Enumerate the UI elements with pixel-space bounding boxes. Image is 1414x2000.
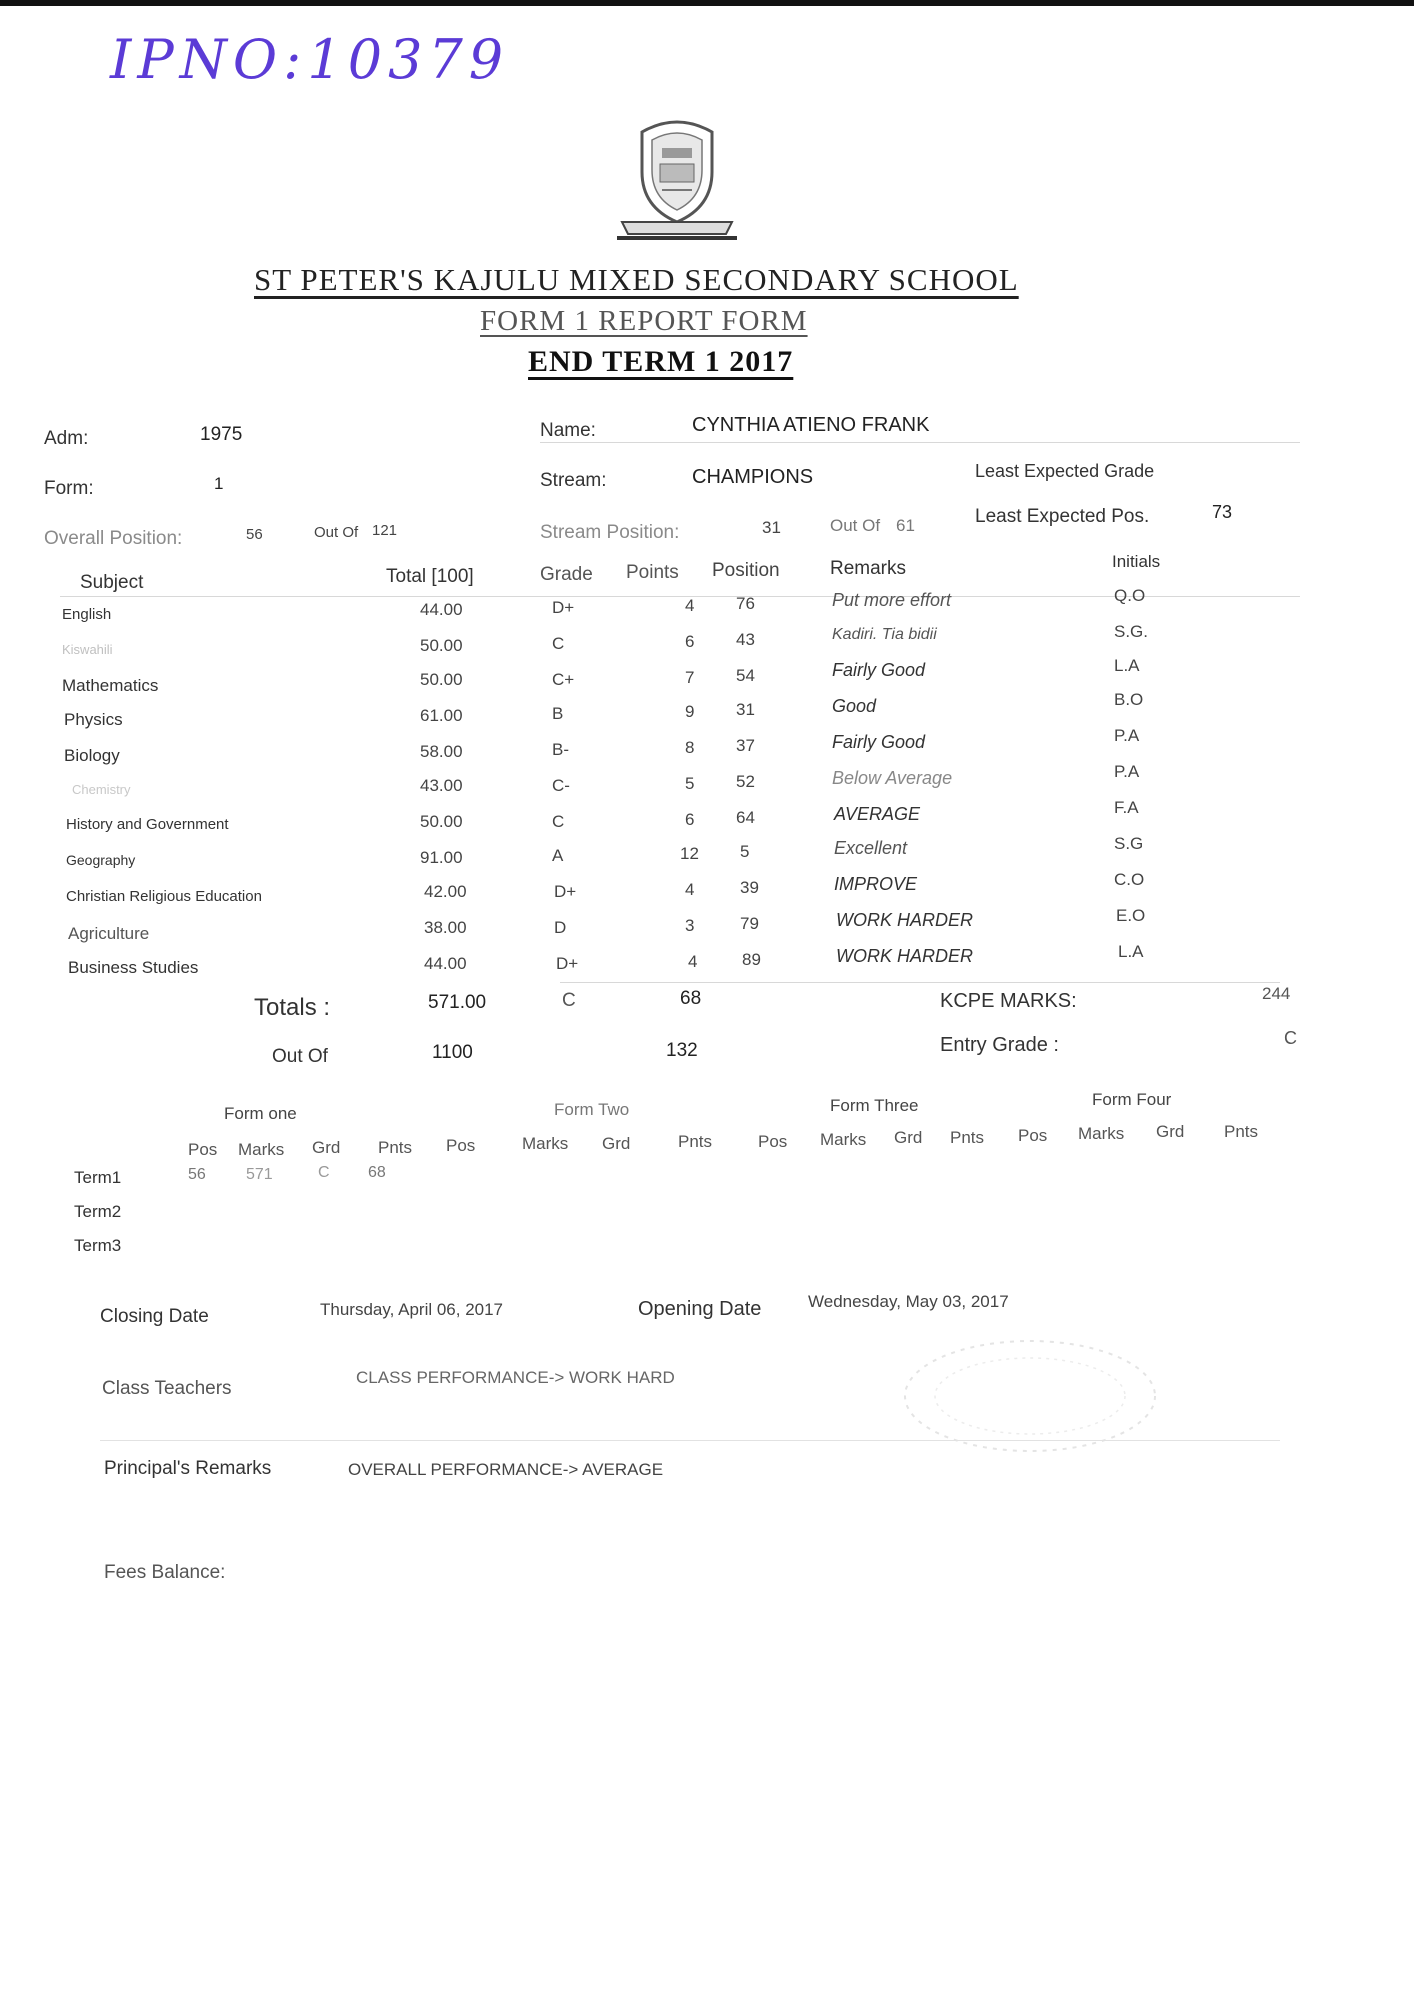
form-four-header: Form Four xyxy=(1092,1090,1172,1109)
overall-position-label: Overall Position: xyxy=(44,528,183,549)
class-teachers-label: Class Teachers xyxy=(102,1378,232,1399)
row-subject: English xyxy=(62,606,112,623)
col-marks: Marks xyxy=(238,1140,285,1159)
outof-points: 132 xyxy=(666,1040,698,1061)
row-initials: Q.O xyxy=(1114,586,1146,605)
row-subject: History and Government xyxy=(66,816,229,833)
col-initials-header: Initials xyxy=(1112,552,1161,571)
row-grade: D xyxy=(554,918,567,937)
row-points: 4 xyxy=(688,952,698,971)
totals-label: Totals : xyxy=(254,994,331,1021)
row-position: 76 xyxy=(736,594,755,613)
row-grade: D+ xyxy=(554,882,577,901)
stream-label: Stream: xyxy=(540,470,607,491)
outof-marks: 1100 xyxy=(432,1042,473,1063)
principals-remarks-value: OVERALL PERFORMANCE-> AVERAGE xyxy=(348,1460,664,1479)
col-points-header: Points xyxy=(626,562,679,583)
row-subject: Geography xyxy=(66,852,136,868)
form-label: Form: xyxy=(44,478,94,499)
col-marks: Marks xyxy=(522,1134,569,1153)
row-remarks: Fairly Good xyxy=(832,732,926,752)
row-total: 50.00 xyxy=(420,670,463,689)
kcpe-marks-label: KCPE MARKS: xyxy=(940,990,1077,1012)
stream-outof-label: Out Of xyxy=(830,516,881,535)
row-grade: B- xyxy=(552,740,569,759)
row-total: 38.00 xyxy=(424,918,467,937)
footer-rule xyxy=(100,1440,1280,1441)
totals-grade: C xyxy=(562,990,576,1011)
col-pnts: Pnts xyxy=(678,1132,713,1151)
name-underline xyxy=(540,442,1300,443)
row-total: 61.00 xyxy=(420,706,463,725)
col-pos: Pos xyxy=(1018,1126,1048,1145)
row-subject: Biology xyxy=(64,746,120,765)
row-points: 4 xyxy=(685,880,695,899)
col-subject-header: Subject xyxy=(80,572,144,593)
row-subject: Christian Religious Education xyxy=(66,888,262,905)
term1-grd: C xyxy=(318,1164,330,1181)
least-expected-pos-value: 73 xyxy=(1212,502,1233,522)
faint-stamp xyxy=(900,1336,1160,1461)
adm-value: 1975 xyxy=(200,424,243,445)
row-total: 44.00 xyxy=(420,600,463,619)
row-total: 91.00 xyxy=(420,848,463,867)
row-points: 6 xyxy=(685,810,695,829)
row-position: 39 xyxy=(740,878,759,897)
col-grd: Grd xyxy=(602,1134,631,1153)
entry-grade-label: Entry Grade : xyxy=(940,1034,1059,1056)
overall-outof-value: 121 xyxy=(372,522,398,539)
closing-date-label: Closing Date xyxy=(100,1306,209,1327)
row-remarks: Kadiri. Tia bidii xyxy=(832,626,937,643)
term2-label: Term2 xyxy=(74,1202,122,1221)
handwritten-id: IPNO:10379 xyxy=(110,28,510,91)
row-initials: S.G xyxy=(1114,834,1144,853)
overall-position-value: 56 xyxy=(246,526,263,543)
row-total: 50.00 xyxy=(420,812,463,831)
row-initials: P.A xyxy=(1114,726,1140,745)
form-two-header: Form Two xyxy=(554,1100,630,1119)
form-one-header: Form one xyxy=(224,1104,297,1123)
opening-date-value: Wednesday, May 03, 2017 xyxy=(808,1292,1009,1311)
table-rule xyxy=(560,982,1280,983)
outof-label: Out Of xyxy=(272,1046,328,1067)
kcpe-marks-value: 244 xyxy=(1262,984,1291,1003)
row-initials: P.A xyxy=(1114,762,1140,781)
row-remarks: Good xyxy=(832,696,877,716)
col-pos: Pos xyxy=(446,1136,476,1155)
row-subject: Kiswahili xyxy=(62,642,113,657)
row-initials: L.A xyxy=(1114,656,1140,675)
row-grade: D+ xyxy=(552,598,575,617)
row-initials: S.G. xyxy=(1114,622,1149,641)
entry-grade-value: C xyxy=(1284,1028,1297,1048)
col-remarks-header: Remarks xyxy=(830,558,907,579)
row-initials: L.A xyxy=(1118,942,1144,961)
row-grade: C+ xyxy=(552,670,575,689)
totals-points: 68 xyxy=(680,988,702,1009)
term1-pnts: 68 xyxy=(368,1164,386,1181)
col-grade-header: Grade xyxy=(540,564,593,585)
row-total: 50.00 xyxy=(420,636,463,655)
col-pnts: Pnts xyxy=(1224,1122,1259,1141)
row-total: 58.00 xyxy=(420,742,463,761)
row-points: 8 xyxy=(685,738,695,757)
row-grade: C xyxy=(552,812,565,831)
term1-pos: 56 xyxy=(188,1166,206,1183)
row-remarks: IMPROVE xyxy=(834,874,918,894)
school-name: ST PETER'S KAJULU MIXED SECONDARY SCHOOL xyxy=(254,262,1019,297)
stream-position-value: 31 xyxy=(762,518,781,537)
row-grade: C xyxy=(552,634,565,653)
row-position: 52 xyxy=(736,772,755,791)
term-title: END TERM 1 2017 xyxy=(528,345,794,378)
col-grd: Grd xyxy=(1156,1122,1185,1141)
row-initials: F.A xyxy=(1114,798,1139,817)
row-remarks: Excellent xyxy=(834,838,908,858)
scan-edge xyxy=(0,0,1414,6)
form-value: 1 xyxy=(214,474,224,493)
adm-label: Adm: xyxy=(44,428,89,449)
principals-remarks-label: Principal's Remarks xyxy=(104,1458,272,1479)
least-expected-grade-label: Least Expected Grade xyxy=(975,461,1155,481)
row-points: 6 xyxy=(685,632,695,651)
row-grade: A xyxy=(552,846,564,865)
row-subject: Agriculture xyxy=(68,924,150,943)
row-subject: Business Studies xyxy=(68,958,199,977)
name-label: Name: xyxy=(540,420,596,441)
row-grade: B xyxy=(552,704,564,723)
row-subject: Mathematics xyxy=(62,676,159,695)
row-remarks: Below Average xyxy=(832,768,953,788)
row-points: 12 xyxy=(680,844,699,863)
fees-balance-label: Fees Balance: xyxy=(104,1562,226,1583)
row-initials: C.O xyxy=(1114,870,1145,889)
form-three-header: Form Three xyxy=(830,1096,919,1115)
overall-outof-label: Out Of xyxy=(314,524,359,541)
class-teachers-remark: CLASS PERFORMANCE-> WORK HARD xyxy=(356,1368,675,1387)
col-total-header: Total [100] xyxy=(386,566,474,587)
stream-value: CHAMPIONS xyxy=(692,466,814,488)
row-points: 9 xyxy=(685,702,695,721)
name-value: CYNTHIA ATIENO FRANK xyxy=(692,414,930,436)
row-total: 44.00 xyxy=(424,954,467,973)
row-position: 31 xyxy=(736,700,755,719)
col-pos: Pos xyxy=(758,1132,788,1151)
row-points: 4 xyxy=(685,596,695,615)
row-position: 89 xyxy=(742,950,761,969)
closing-date-value: Thursday, April 06, 2017 xyxy=(320,1300,504,1319)
stream-outof-value: 61 xyxy=(896,516,915,535)
row-initials: B.O xyxy=(1114,690,1144,709)
row-points: 7 xyxy=(685,668,695,687)
col-grd: Grd xyxy=(312,1138,341,1157)
row-position: 64 xyxy=(736,808,755,827)
col-position-header: Position xyxy=(712,560,780,581)
row-position: 37 xyxy=(736,736,755,755)
col-pos: Pos xyxy=(188,1140,218,1159)
row-initials: E.O xyxy=(1116,906,1146,925)
row-remarks: WORK HARDER xyxy=(836,910,974,930)
row-points: 3 xyxy=(685,916,695,935)
row-total: 43.00 xyxy=(420,776,463,795)
row-position: 79 xyxy=(740,914,759,933)
row-remarks: Fairly Good xyxy=(832,660,926,680)
row-grade: C- xyxy=(552,776,570,795)
col-grd: Grd xyxy=(894,1128,923,1147)
row-remarks: AVERAGE xyxy=(834,804,921,824)
row-subject: Chemistry xyxy=(72,782,131,797)
row-points: 5 xyxy=(685,774,695,793)
row-remarks: Put more effort xyxy=(832,590,952,610)
least-expected-pos-label: Least Expected Pos. xyxy=(975,506,1150,527)
school-crest-logo xyxy=(602,112,752,247)
row-position: 43 xyxy=(736,630,755,649)
row-position: 54 xyxy=(736,666,755,685)
term1-marks: 571 xyxy=(246,1166,273,1183)
row-remarks: WORK HARDER xyxy=(836,946,974,966)
totals-marks: 571.00 xyxy=(428,992,487,1013)
opening-date-label: Opening Date xyxy=(638,1298,762,1320)
col-marks: Marks xyxy=(820,1130,867,1149)
row-grade: D+ xyxy=(556,954,579,973)
col-pnts: Pnts xyxy=(950,1128,985,1147)
row-position: 5 xyxy=(740,842,750,861)
col-pnts: Pnts xyxy=(378,1138,413,1157)
term1-label: Term1 xyxy=(74,1168,122,1187)
form-title: FORM 1 REPORT FORM xyxy=(480,305,808,337)
row-total: 42.00 xyxy=(424,882,467,901)
stream-position-label: Stream Position: xyxy=(540,522,680,543)
row-subject: Physics xyxy=(64,710,123,729)
term3-label: Term3 xyxy=(74,1236,122,1255)
col-marks: Marks xyxy=(1078,1124,1125,1143)
